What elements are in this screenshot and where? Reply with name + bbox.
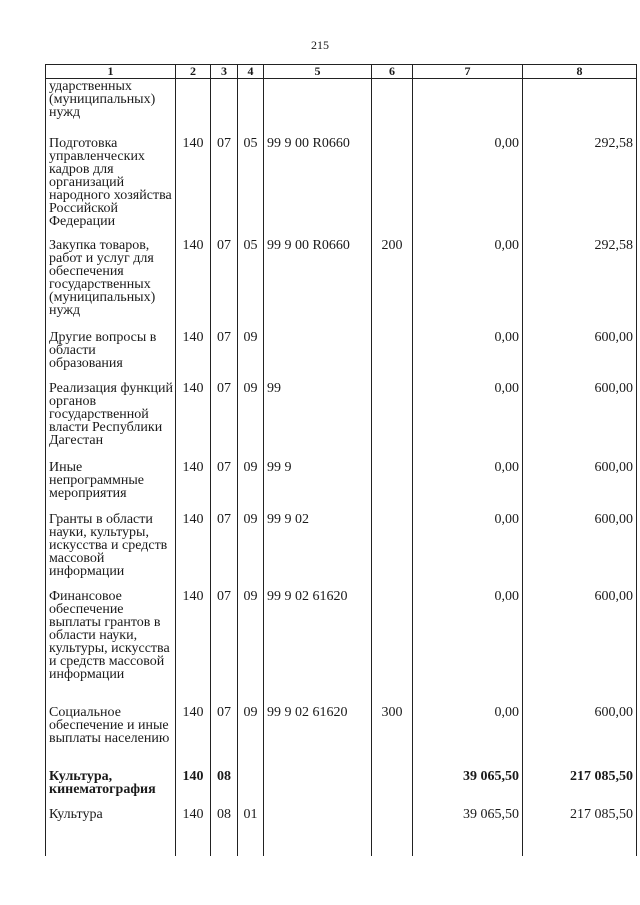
table-row xyxy=(46,325,637,376)
cell-col-6 xyxy=(372,455,413,507)
cell-col-8: 217 085,50 xyxy=(523,764,637,802)
cell-col-4 xyxy=(238,764,264,802)
cell-col-4: 01 xyxy=(238,802,264,856)
cell-col-2 xyxy=(176,79,211,131)
table-row xyxy=(46,376,637,455)
cell-col-5: 99 9 02 xyxy=(264,507,372,584)
table-row xyxy=(46,233,637,325)
cell-col-6 xyxy=(372,584,413,700)
row-name: Гранты в области науки, культуры, искусства и средств массовой информации xyxy=(46,507,176,584)
cell-col-2: 140 xyxy=(176,376,211,455)
header-col-5: 5 xyxy=(264,65,372,79)
row-name: Социальное обеспечение и иные выплаты населению xyxy=(46,700,176,764)
row-name: Закупка товаров, работ и услуг для обеспечения государственных (муниципальных) нужд xyxy=(46,233,176,325)
table-row xyxy=(46,802,637,856)
cell-col-5 xyxy=(264,764,372,802)
cell-col-6: 200 xyxy=(372,233,413,325)
cell-col-5: 99 9 02 61620 xyxy=(264,700,372,764)
cell-col-3 xyxy=(211,79,238,131)
cell-col-4: 09 xyxy=(238,376,264,455)
header-col-4: 4 xyxy=(238,65,264,79)
cell-col-5: 99 9 00 R0660 xyxy=(264,233,372,325)
cell-col-2: 140 xyxy=(176,584,211,700)
cell-col-6: 300 xyxy=(372,700,413,764)
cell-col-3: 07 xyxy=(211,325,238,376)
cell-col-7: 0,00 xyxy=(413,376,523,455)
cell-col-7: 0,00 xyxy=(413,233,523,325)
cell-col-3: 07 xyxy=(211,131,238,233)
header-row xyxy=(46,65,637,79)
budget-table xyxy=(45,64,637,856)
cell-col-8: 600,00 xyxy=(523,507,637,584)
cell-col-7: 0,00 xyxy=(413,507,523,584)
cell-col-3: 07 xyxy=(211,455,238,507)
row-name: Подготовка управленческих кадров для организаций народного хозяйства Российской Федерации xyxy=(46,131,176,233)
header-col-3: 3 xyxy=(211,65,238,79)
cell-col-6 xyxy=(372,376,413,455)
cell-col-4: 09 xyxy=(238,584,264,700)
cell-col-2: 140 xyxy=(176,325,211,376)
cell-col-8: 292,58 xyxy=(523,233,637,325)
table-row-section xyxy=(46,764,637,802)
cell-col-7: 0,00 xyxy=(413,455,523,507)
cell-col-4: 05 xyxy=(238,233,264,325)
cell-col-7 xyxy=(413,79,523,131)
row-name: Культура xyxy=(46,802,176,856)
cell-col-8: 217 085,50 xyxy=(523,802,637,856)
cell-col-5 xyxy=(264,802,372,856)
cell-col-4 xyxy=(238,79,264,131)
cell-col-2: 140 xyxy=(176,455,211,507)
cell-col-8: 600,00 xyxy=(523,325,637,376)
cell-col-7: 0,00 xyxy=(413,700,523,764)
cell-col-3: 07 xyxy=(211,584,238,700)
cell-col-8: 600,00 xyxy=(523,455,637,507)
cell-col-7: 0,00 xyxy=(413,131,523,233)
cell-col-2: 140 xyxy=(176,764,211,802)
header-col-6: 6 xyxy=(372,65,413,79)
cell-col-7: 0,00 xyxy=(413,325,523,376)
row-name: Иные непрограммные мероприятия xyxy=(46,455,176,507)
cell-col-4: 09 xyxy=(238,325,264,376)
cell-col-8: 600,00 xyxy=(523,584,637,700)
cell-col-5: 99 9 02 61620 xyxy=(264,584,372,700)
row-name: ударственных (муниципальных) нужд xyxy=(46,79,176,131)
cell-col-2: 140 xyxy=(176,802,211,856)
cell-col-6 xyxy=(372,325,413,376)
cell-col-3: 08 xyxy=(211,802,238,856)
cell-col-8: 600,00 xyxy=(523,700,637,764)
cell-col-4: 09 xyxy=(238,507,264,584)
cell-col-2: 140 xyxy=(176,131,211,233)
cell-col-3: 07 xyxy=(211,700,238,764)
cell-col-3: 07 xyxy=(211,507,238,584)
cell-col-6 xyxy=(372,131,413,233)
cell-col-7: 39 065,50 xyxy=(413,802,523,856)
cell-col-7: 0,00 xyxy=(413,584,523,700)
table-row xyxy=(46,507,637,584)
header-col-2: 2 xyxy=(176,65,211,79)
header-col-1: 1 xyxy=(46,65,176,79)
cell-col-8 xyxy=(523,79,637,131)
cell-col-3: 07 xyxy=(211,233,238,325)
cell-col-2: 140 xyxy=(176,507,211,584)
cell-col-3: 08 xyxy=(211,764,238,802)
cell-col-5: 99 9 00 R0660 xyxy=(264,131,372,233)
cell-col-4: 09 xyxy=(238,700,264,764)
header-col-8: 8 xyxy=(523,65,637,79)
cell-col-6 xyxy=(372,802,413,856)
cell-col-2: 140 xyxy=(176,233,211,325)
cell-col-4: 09 xyxy=(238,455,264,507)
row-name: Культура, кинематография xyxy=(46,764,176,802)
cell-col-4: 05 xyxy=(238,131,264,233)
table-row xyxy=(46,79,637,131)
cell-col-6 xyxy=(372,507,413,584)
table-row xyxy=(46,131,637,233)
cell-col-7: 39 065,50 xyxy=(413,764,523,802)
cell-col-3: 07 xyxy=(211,376,238,455)
table-row xyxy=(46,455,637,507)
header-col-7: 7 xyxy=(413,65,523,79)
cell-col-5: 99 xyxy=(264,376,372,455)
cell-col-8: 292,58 xyxy=(523,131,637,233)
table-row xyxy=(46,584,637,700)
cell-col-8: 600,00 xyxy=(523,376,637,455)
cell-col-6 xyxy=(372,79,413,131)
row-name: Реализация функций органов государственной власти Республики Дагестан xyxy=(46,376,176,455)
table-row xyxy=(46,700,637,764)
page-number: 215 xyxy=(311,38,329,52)
row-name: Финансовое обеспечение выплаты грантов в области науки, культуры, искусства и средств массовой информации xyxy=(46,584,176,700)
cell-col-5 xyxy=(264,325,372,376)
row-name: Другие вопросы в области образования xyxy=(46,325,176,376)
cell-col-5: 99 9 xyxy=(264,455,372,507)
cell-col-6 xyxy=(372,764,413,802)
cell-col-2: 140 xyxy=(176,700,211,764)
cell-col-5 xyxy=(264,79,372,131)
